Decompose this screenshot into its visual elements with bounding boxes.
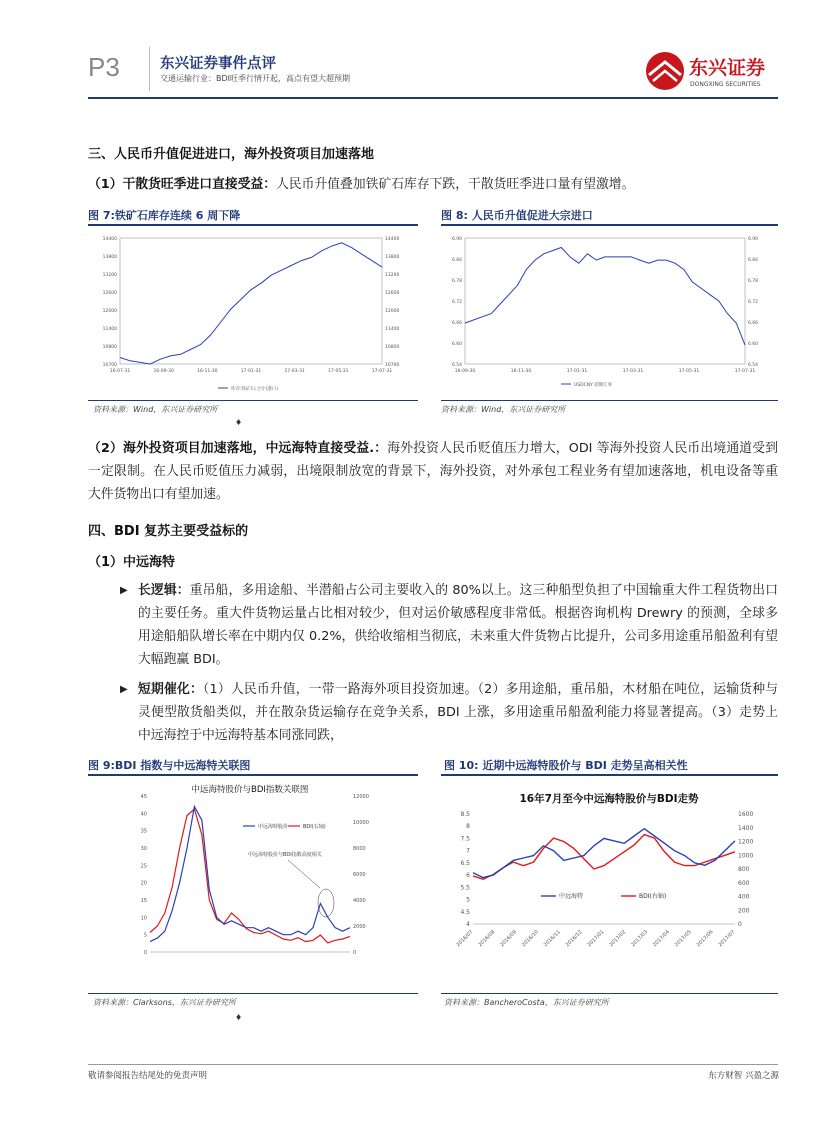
fig8-x-tick-label: 17-01-31 [566,369,588,374]
fig10-y2-tick-label: 1200 [738,838,754,846]
fig7-y2-tick-label: 11400 [385,327,400,332]
bullet-short-catalyst [138,678,778,747]
fig10-x-tick-label: 2017/02 [608,929,628,949]
fig9-source: 资料来源：Clarksons，东兴证券研究所 [93,998,236,1007]
fig8-y-tick-label: 6.78 [451,279,462,284]
fig9-chart-title: 中远海特股价与BDI指数关联图 [191,785,309,795]
fig9-y-tick-label: 10 [140,915,147,922]
fig7-y-tick-label: 10700 [102,363,117,368]
fig7-x-tick-label: 17-03-31 [284,369,305,374]
p1-text: 人民币升值叠加铁矿石库存下跌，干散货旺季进口量有望激增。 [276,177,635,192]
fig7-x-tick-label: 17-01-31 [240,369,262,374]
fig8-x-tick-label: 16-09-30 [454,369,476,374]
fig8-source: 资料来源：Wind，东兴证券研究所 [441,405,566,414]
p2-bold: （2）海外投资项目加速落地，中远海特直接受益.： [88,441,388,456]
fig10-y2-tick-label: 0 [738,921,742,928]
doc-title: 东兴证券事件点评 [160,56,276,72]
fig10-y-tick-label: 4.5 [460,908,470,916]
fig8-series-line [465,248,745,346]
doc-subtitle: 交通运输行业：BDI旺季行情开起，高点有望大超预期 [160,74,351,83]
company-logo [643,48,783,94]
fig7-plot-frame [120,238,382,364]
bullet-long-logic [138,579,778,671]
fig8-y-tick-label: 6.84 [451,258,462,263]
fig9-top-rule [88,774,418,776]
bullet-arrow-icon: ▶ [120,585,128,596]
fig9-y2-tick-label: 8000 [353,846,366,852]
fig7-y-tick-label: 12000 [102,309,117,314]
section3-paragraph-2 [88,437,778,506]
fig7-y2-tick-label: 14400 [385,237,400,242]
header-rule [88,97,778,99]
fig7-y-tick-label: 13200 [102,273,117,278]
fig8-y2-tick-label: 6.54 [748,363,759,368]
fig9-y2-tick-label: 6000 [353,872,366,878]
fig8-y-tick-label: 6.66 [451,321,462,326]
fig10-y-tick-label: 7.5 [460,835,470,843]
fig10-y2-tick-label: 1400 [738,824,754,832]
fig9-y-tick-label: 25 [140,863,147,870]
fig8-title: 图 8: 人民币升值促进大宗进口 [441,209,593,222]
fig10-y-tick-label: 4 [466,921,470,928]
logo-subtext: DONGXING SECURITIES [690,81,761,88]
fig10-x-tick-label: 2016/10 [520,929,540,949]
b2-text: （1）人民币升值，一带一路海外项目投资加速。（2）多用途船，重吊船，木材船在吨位，运输货种与灵便型散货船类似，并在散杂货运输存在竞争关系，BDI 上涨，多用途重吊船盈利能力将显著提高。（3）走势上中远海控于中远海特基本同涨同跌， [138,682,779,743]
fig9-y-tick-label: 40 [140,811,147,818]
fig9-chart [88,778,418,990]
page-number: P3 [88,52,120,82]
header-divider [149,47,150,91]
fig9-y-tick-label: 30 [140,846,147,852]
fig7-x-tick-label: 16-07-31 [109,369,131,374]
fig10-x-tick-label: 2016/08 [477,929,497,949]
fig8-y2-tick-label: 6.78 [748,279,759,284]
fig8-chart [441,228,778,398]
fig10-y2-tick-label: 1000 [738,852,754,860]
section3-heading: 三、人民币升值促进进口，海外投资项目加速落地 [88,147,375,162]
fig10-x-tick-label: 2016/12 [564,929,584,949]
fig9-y2-tick-label: 4000 [353,898,366,904]
fig8-y2-tick-label: 6.60 [748,342,759,347]
fig7-y2-tick-label: 10800 [385,345,400,350]
fig9-y-tick-label: 45 [140,794,147,800]
fig10-x-tick-label: 2017/07 [717,929,737,949]
fig9-bottom-rule [88,993,418,994]
page-marker-dot: ♦ [235,418,243,427]
fig9-y2-tick-label: 0 [353,950,357,956]
fig7-y-tick-label: 10800 [102,345,117,350]
fig10-x-tick-label: 2016/11 [542,929,562,949]
fig9-legend-label-bdi: BDI(右轴) [303,824,326,830]
fig9-annotation-arrow [288,860,320,888]
fig10-y2-tick-label: 400 [738,893,750,901]
section3-paragraph-1 [88,173,778,196]
fig8-y2-tick-label: 6.90 [748,237,759,242]
fig9-legend-label-stock: 中远海特股价 [258,824,289,830]
footer-disclaimer: 敬请参阅报告结尾处的免责声明 [88,1071,208,1081]
fig9-y-tick-label: 35 [140,828,147,835]
fig10-x-tick-label: 2017/04 [651,929,671,949]
fig7-y2-tick-label: 10700 [385,363,400,368]
fig10-x-tick-label: 2017/05 [673,929,693,949]
logo-text: 东兴证券 [689,57,766,79]
fig10-y-tick-label: 8.5 [460,811,470,818]
fig9-title: 图 9:BDI 指数与中远海特关联图 [88,759,251,772]
footer-slogan: 东方财智 兴盈之源 [708,1071,779,1081]
fig10-y-tick-label: 8 [466,823,470,831]
fig8-y2-tick-label: 6.72 [748,300,759,305]
fig8-y-tick-label: 6.72 [451,300,462,305]
fig9-y-tick-label: 5 [143,932,147,939]
fig9-y2-tick-label: 10000 [353,820,369,826]
fig10-y-tick-label: 5 [466,896,470,904]
fig7-chart [88,228,418,398]
fig10-x-tick-label: 2016/09 [499,929,519,949]
fig7-source: 资料来源：Wind，东兴证券研究所 [93,405,218,414]
fig10-y2-tick-label: 800 [738,866,750,873]
fig8-legend-label: USDCNY 即期汇率 [574,383,613,388]
fig10-x-tick-label: 2017/01 [586,929,606,949]
fig9-y2-tick-label: 12000 [353,794,369,800]
fig8-x-tick-label: 16-11-30 [510,369,532,374]
fig8-x-tick-label: 17-03-31 [622,369,644,374]
fig10-x-tick-label: 2017/03 [630,929,650,949]
fig7-y2-tick-label: 12000 [385,309,400,314]
section4-subheading: （1）中远海特 [88,555,176,570]
fig7-legend-label: 库存:铁矿石:合计(港口) [231,387,279,392]
fig7-x-tick-label: 16-09-30 [153,369,174,374]
footer-rule [88,1064,778,1065]
fig9-y2-tick-label: 2000 [353,924,366,930]
fig8-y-tick-label: 6.60 [451,342,462,347]
fig7-y2-tick-label: 13200 [385,273,400,278]
fig9-y-tick-label: 15 [140,898,147,904]
fig10-bdi-line [473,835,735,880]
fig7-y-tick-label: 12600 [102,291,117,296]
fig10-y2-tick-label: 200 [738,907,750,915]
logo-mark-icon [643,48,783,94]
fig9-y-tick-label: 20 [140,880,147,887]
section4-heading: 四、BDI 复苏主要受益标的 [88,524,249,539]
p2-text: 海外投资人民币贬值压力增大，ODI 等海外投资人民币出境通道受到一定限制。在人民币贬值压力减弱，出境限制放宽的背景下，海外投资，对外承包工程业务有望加速落地，机电设备等重大件货物出口有望加速。 [88,441,778,502]
fig10-stock-line [473,829,735,878]
fig10-chart-title: 16年7月至今中远海特股价与BDI走势 [519,793,699,805]
fig7-x-tick-label: 17-07-31 [371,369,393,374]
fig10-y2-tick-label: 600 [738,879,750,887]
fig10-bottom-rule [441,993,778,994]
fig9-y-tick-label: 0 [143,950,147,956]
page-marker-dot: ♦ [235,1013,243,1022]
fig7-bottom-rule [88,400,418,401]
fig10-y-tick-label: 7 [466,847,470,855]
b1-text: 重吊船，多用途船、半潜船占公司主要收入的 80%以上。这三种船型负担了中国输重大件工程货物出口的主要任务。重大件货物运量占比相对较少，但对运价敏感程度非常低。根据咨询机构 Drewry 的预测，全球多用途船船队增长率在中期内仅 0.2%，供给收缩相当彻底，未来重大件货物占比提升，公司多用途重吊船盈利有望大幅跑赢 BDI。 [138,583,779,667]
fig10-y-tick-label: 6 [466,872,470,880]
b1-bold: 长逻辑： [138,583,190,598]
fig8-top-rule [441,224,778,226]
fig7-top-rule [88,224,418,226]
fig10-top-rule [441,774,778,776]
fig7-y-tick-label: 14400 [102,237,117,242]
fig7-y-tick-label: 11400 [102,327,117,332]
bullet-arrow-icon: ▶ [120,684,128,695]
fig7-y-tick-label: 13800 [102,255,117,260]
fig10-chart [441,778,778,990]
fig10-source: 资料来源：BancheroCosta，东兴证券研究所 [444,998,609,1007]
fig8-bottom-rule [441,400,778,401]
fig10-y-tick-label: 5.5 [460,884,470,892]
fig8-y-tick-label: 6.90 [451,237,462,242]
p1-bold: （1）干散货旺季进口直接受益： [88,177,277,192]
fig8-y2-tick-label: 6.66 [748,321,759,326]
fig8-x-tick-label: 17-05-31 [678,369,700,374]
fig8-y-tick-label: 6.54 [451,363,462,368]
fig10-title: 图 10: 近期中远海特股价与 BDI 走势呈高相关性 [444,759,688,772]
b2-bold: 短期催化： [138,682,203,697]
fig10-x-tick-label: 2017/06 [695,929,715,949]
fig9-annotation: 中远海特股价与BDI指数高度相关 [248,852,322,858]
fig7-series-line [120,243,382,364]
fig7-title: 图 7:铁矿石库存连续 6 周下降 [88,209,241,222]
fig7-y2-tick-label: 12600 [385,291,400,296]
fig7-x-tick-label: 16-11-30 [197,369,218,374]
fig7-x-tick-label: 17-05-31 [328,369,349,374]
fig10-y2-tick-label: 1600 [738,811,754,818]
fig10-legend-label-bdi: BDI(右轴) [639,893,667,900]
fig7-y2-tick-label: 13800 [385,255,400,260]
fig10-y-tick-label: 6.5 [460,859,470,867]
fig8-y2-tick-label: 6.84 [748,258,759,263]
fig10-x-tick-label: 2016/07 [455,929,475,949]
fig10-legend-label-stock: 中远海特 [559,893,584,900]
fig8-x-tick-label: 17-07-31 [734,369,756,374]
